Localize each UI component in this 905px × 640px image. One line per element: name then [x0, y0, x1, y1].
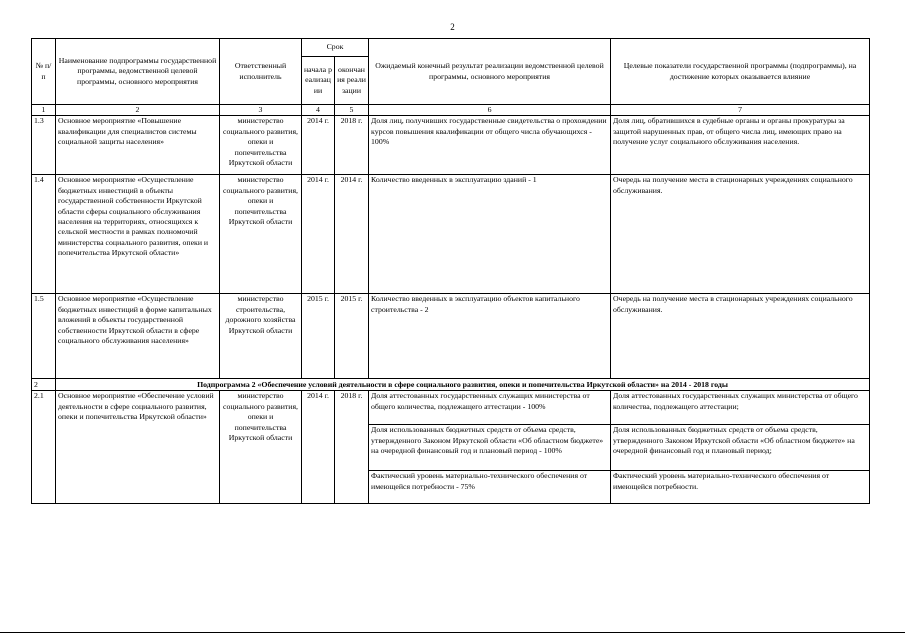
header-end: окончания реализации [335, 57, 369, 105]
subprogram-title: Подпрограмма 2 «Обеспечение условий деятельности в сфере социального развития, опеки и попечительства Иркутской области» на 2014 - 2018 годы [56, 379, 870, 391]
numbering-cell: 2 [56, 105, 220, 116]
row-start: 2014 г. [302, 116, 335, 175]
numbering-cell: 6 [369, 105, 611, 116]
row-target: Очередь на получение места в стационарных учреждениях социального обслуживания. [611, 294, 870, 379]
target-item: Доля использованных бюджетных средств от объема средств, утвержденного Законом Иркутской области «Об областном бюджете» на очередной финансовый год и плановый период; [611, 425, 869, 471]
row-result: Доля лиц, получивших государственные свидетельства о прохождении курсов повышения квалификации от общего числа обучающихся - 100% [369, 116, 611, 175]
target-item: Доля аттестованных государственных служащих министерства от общего количества, подлежащего аттестации; [611, 391, 869, 425]
numbering-cell: 1 [32, 105, 56, 116]
result-item: Доля использованных бюджетных средств от объема средств, утвержденного Законом Иркутской области «Об областном бюджете» на очередной финансовый год и плановый период - 100% [369, 425, 610, 471]
row-executor: министерство социального развития, опеки и попечительства Иркутской области [220, 116, 302, 175]
program-table [31, 38, 870, 504]
table-row [32, 391, 870, 504]
table-row [32, 294, 870, 379]
row-target-group [611, 391, 870, 504]
page-number: 2 [450, 22, 455, 32]
row-target: Очередь на получение места в стационарных учреждениях социального обслуживания. [611, 175, 870, 294]
header-targets: Целевые показатели государственной программы (подпрограммы), на достижение которых оказывается влияние [611, 39, 870, 105]
numbering-row [32, 105, 870, 116]
row-name: Основное мероприятие «Осуществление бюджетных инвестиций в объекты государственной собственности Иркутской области сферы социального обслуживания населения на территориях, относящихся к сельской местности в рамках полномочий министерства социального развития, опеки и попечительства Иркутской области» [56, 175, 220, 294]
row-end: 2018 г. [335, 391, 369, 504]
row-end: 2014 г. [335, 175, 369, 294]
result-item: Фактический уровень материально-технического обеспечения от имеющейся потребности - 75% [371, 471, 588, 491]
table-row [32, 175, 870, 294]
row-executor: министерство социального развития, опеки и попечительства Иркутской области [220, 391, 302, 504]
numbering-cell: 3 [220, 105, 302, 116]
numbering-cell: 7 [611, 105, 870, 116]
header-num: № п/п [32, 39, 56, 105]
row-result: Количество введенных в эксплуатацию объектов капитального строительства - 2 [369, 294, 611, 379]
row-result-group [369, 391, 611, 504]
numbering-cell: 5 [335, 105, 369, 116]
row-name: Основное мероприятие «Обеспечение условий деятельности в сфере социального развития, опеки и попечительства Иркутской области» [56, 391, 220, 504]
row-name: Основное мероприятие «Повышение квалификации для специалистов системы социальной защиты населения» [56, 116, 220, 175]
target-item: Фактический уровень материально-технического обеспечения от имеющейся потребности. [613, 471, 830, 491]
row-end: 2018 г. [335, 116, 369, 175]
header-term: Срок [302, 39, 369, 57]
table-row [32, 116, 870, 175]
header-start: начала реализации [302, 57, 335, 105]
row-start: 2014 г. [302, 391, 335, 504]
numbering-cell: 4 [302, 105, 335, 116]
row-num: 2.1 [32, 391, 56, 504]
row-executor: министерство строительства, дорожного хозяйства Иркутской области [220, 294, 302, 379]
row-end: 2015 г. [335, 294, 369, 379]
header-row-top [32, 39, 870, 57]
row-executor: министерство социального развития, опеки и попечительства Иркутской области [220, 175, 302, 294]
subprogram-row [32, 379, 870, 391]
header-name: Наименование подпрограммы государственной программы, ведомственной целевой программы, основного мероприятия [56, 39, 220, 105]
row-target: Доля лиц, обратившихся в судебные органы и органы прокуратуры за защитой нарушенных прав, от общего числа лиц, имеющих право на получение услуг социального обслуживания населения. [611, 116, 870, 175]
row-num: 1.4 [32, 175, 56, 294]
row-num: 1.5 [32, 294, 56, 379]
row-num: 1.3 [32, 116, 56, 175]
row-name: Основное мероприятие «Осуществление бюджетных инвестиций в форме капитальных вложений в объекты государственной собственности Иркутской области в сфере социального обслуживания населения» [56, 294, 220, 379]
row-result: Количество введенных в эксплуатацию зданий - 1 [369, 175, 611, 294]
subprogram-num: 2 [32, 379, 56, 391]
row-start: 2015 г. [302, 294, 335, 379]
page-bottom-edge [0, 632, 905, 633]
header-result: Ожидаемый конечный результат реализации ведомственной целевой программы, основного мероприятия [369, 39, 611, 105]
result-item: Доля аттестованных государственных служащих министерства от общего количества, подлежащего аттестации - 100% [369, 391, 610, 425]
row-start: 2014 г. [302, 175, 335, 294]
header-executor: Ответственный исполнитель [220, 39, 302, 105]
